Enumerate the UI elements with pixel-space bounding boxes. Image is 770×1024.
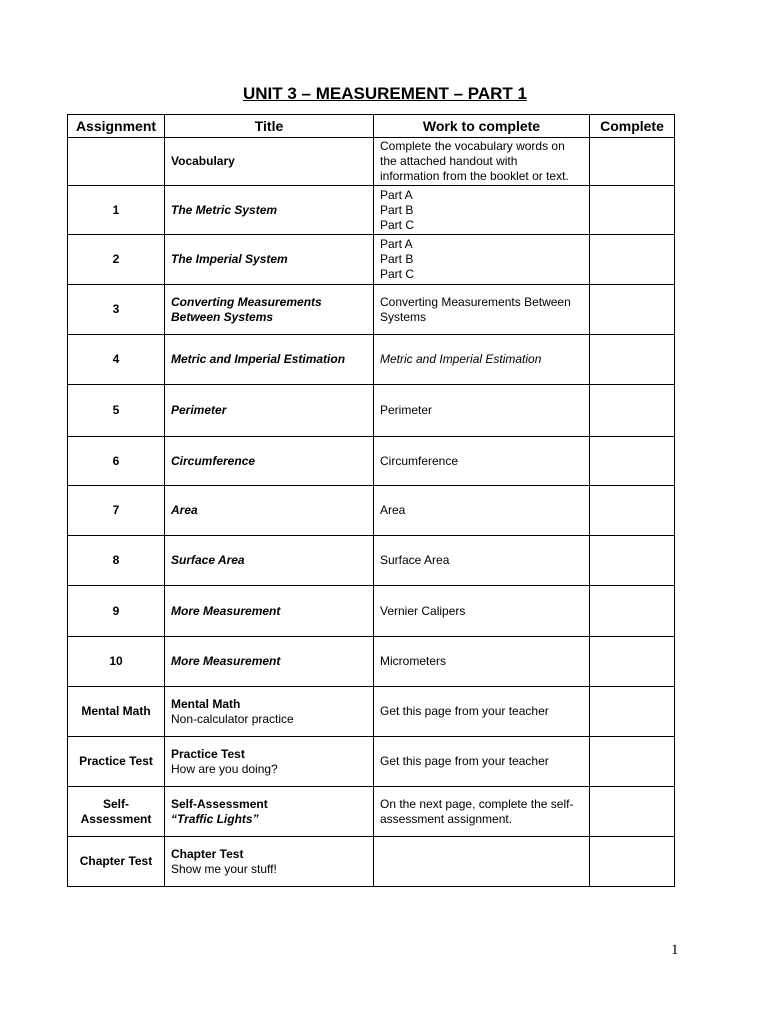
title-cell: Area <box>165 486 374 536</box>
work-cell <box>374 335 590 385</box>
header-assignment: Assignment <box>68 115 165 138</box>
assignment-cell: 7 <box>68 486 165 536</box>
header-work: Work to complete <box>374 115 590 138</box>
assignment-cell: 9 <box>68 586 165 637</box>
table-row <box>68 586 675 637</box>
table-row <box>68 285 675 335</box>
work-line: Part B <box>380 252 414 266</box>
title-cell: More Measurement <box>165 637 374 687</box>
work-line: Metric and Imperial Estimation <box>380 352 542 366</box>
work-line: Get this page from your teacher <box>380 704 549 718</box>
assignment-cell: 5 <box>68 385 165 437</box>
work-cell <box>374 486 590 536</box>
assignment-cell: 10 <box>68 637 165 687</box>
work-line: Get this page from your teacher <box>380 754 549 768</box>
work-line: Part B <box>380 202 414 217</box>
work-cell <box>374 437 590 486</box>
complete-cell[interactable] <box>590 437 675 486</box>
page-number: 1 <box>671 942 679 958</box>
complete-cell[interactable] <box>590 637 675 687</box>
title-main: Practice Test <box>171 746 245 761</box>
title-main: Mental Math <box>171 696 241 711</box>
assignment-cell: Chapter Test <box>68 837 165 887</box>
title-cell: The Imperial System <box>165 235 374 285</box>
work-cell <box>374 687 590 737</box>
work-line: Complete the vocabulary words on <box>380 139 565 153</box>
table-row <box>68 536 675 586</box>
work-cell <box>374 787 590 837</box>
work-line: Part A <box>380 237 413 251</box>
title-sub: Show me your stuff! <box>171 861 277 876</box>
work-line: the attached handout with <box>380 154 518 168</box>
table-row <box>68 385 675 437</box>
header-complete: Complete <box>590 115 675 138</box>
table-row <box>68 437 675 486</box>
assignment-cell: Practice Test <box>68 737 165 787</box>
table-row <box>68 235 675 285</box>
assignment-cell: 6 <box>68 437 165 486</box>
title-cell: Converting Measurements Between Systems <box>165 285 374 335</box>
work-line: Surface Area <box>380 553 450 567</box>
title-cell <box>165 837 374 887</box>
title-cell: The Metric System <box>165 186 374 235</box>
complete-cell[interactable] <box>590 486 675 536</box>
work-cell <box>374 385 590 437</box>
complete-cell[interactable] <box>590 787 675 837</box>
table-header-row <box>68 115 675 138</box>
assignment-cell: 1 <box>68 186 165 235</box>
work-cell <box>374 837 590 887</box>
work-cell <box>374 285 590 335</box>
title-cell: Circumference <box>165 437 374 486</box>
work-cell <box>374 637 590 687</box>
title-cell <box>165 737 374 787</box>
complete-cell[interactable] <box>590 285 675 335</box>
page-title: UNIT 3 – MEASUREMENT – PART 1 <box>242 84 527 103</box>
assignment-cell <box>68 138 165 186</box>
title-cell <box>165 787 374 837</box>
work-line: Perimeter <box>380 403 433 417</box>
header-title: Title <box>165 115 374 138</box>
assignment-cell: 4 <box>68 335 165 385</box>
table-row <box>68 737 675 787</box>
work-cell <box>374 186 590 235</box>
complete-cell[interactable] <box>590 335 675 385</box>
title-main: Chapter Test <box>171 846 244 861</box>
complete-cell[interactable] <box>590 837 675 887</box>
assignments-table <box>67 114 675 887</box>
title-cell <box>165 687 374 737</box>
title-cell: More Measurement <box>165 586 374 637</box>
title-cell: Perimeter <box>165 385 374 437</box>
assignment-cell: Mental Math <box>68 687 165 737</box>
table-row <box>68 138 675 186</box>
work-line: Part A <box>380 187 413 202</box>
work-line: Part C <box>380 217 415 232</box>
title-main: Self-Assessment <box>171 796 268 811</box>
work-line: Systems <box>380 309 427 324</box>
title-cell: Surface Area <box>165 536 374 586</box>
table-row <box>68 637 675 687</box>
table-row <box>68 787 675 837</box>
assignment-cell: Self-Assessment <box>68 787 165 837</box>
work-cell <box>374 138 590 186</box>
table-row <box>68 687 675 737</box>
assignment-cell: 2 <box>68 235 165 285</box>
table-row <box>68 486 675 536</box>
complete-cell[interactable] <box>590 235 675 285</box>
complete-cell[interactable] <box>590 737 675 787</box>
table-row <box>68 186 675 235</box>
complete-cell[interactable] <box>590 687 675 737</box>
work-line: On the next page, complete the self- <box>380 796 574 811</box>
table-row <box>68 335 675 385</box>
work-line: information from the booklet or text. <box>380 169 569 183</box>
work-line: assessment assignment. <box>380 811 513 826</box>
table-row <box>68 837 675 887</box>
work-line: Vernier Calipers <box>380 603 466 618</box>
title-sub: Non-calculator practice <box>171 711 294 726</box>
work-cell <box>374 536 590 586</box>
assignment-cell: 8 <box>68 536 165 586</box>
work-cell <box>374 737 590 787</box>
work-line: Circumference <box>380 453 459 468</box>
work-cell <box>374 586 590 637</box>
complete-cell[interactable] <box>590 536 675 586</box>
complete-cell[interactable] <box>590 138 675 186</box>
complete-cell[interactable] <box>590 186 675 235</box>
title-cell: Vocabulary <box>165 138 374 186</box>
work-line: Micrometers <box>380 654 447 668</box>
title-sub: How are you doing? <box>171 761 278 776</box>
complete-cell[interactable] <box>590 586 675 637</box>
work-line: Part C <box>380 267 415 281</box>
complete-cell[interactable] <box>590 385 675 437</box>
work-cell <box>374 235 590 285</box>
title-sub: “Traffic Lights” <box>171 811 259 826</box>
title-cell: Metric and Imperial Estimation <box>165 335 374 385</box>
assignment-cell: 3 <box>68 285 165 335</box>
work-line: Area <box>380 503 406 517</box>
work-line: Converting Measurements Between <box>380 294 571 309</box>
